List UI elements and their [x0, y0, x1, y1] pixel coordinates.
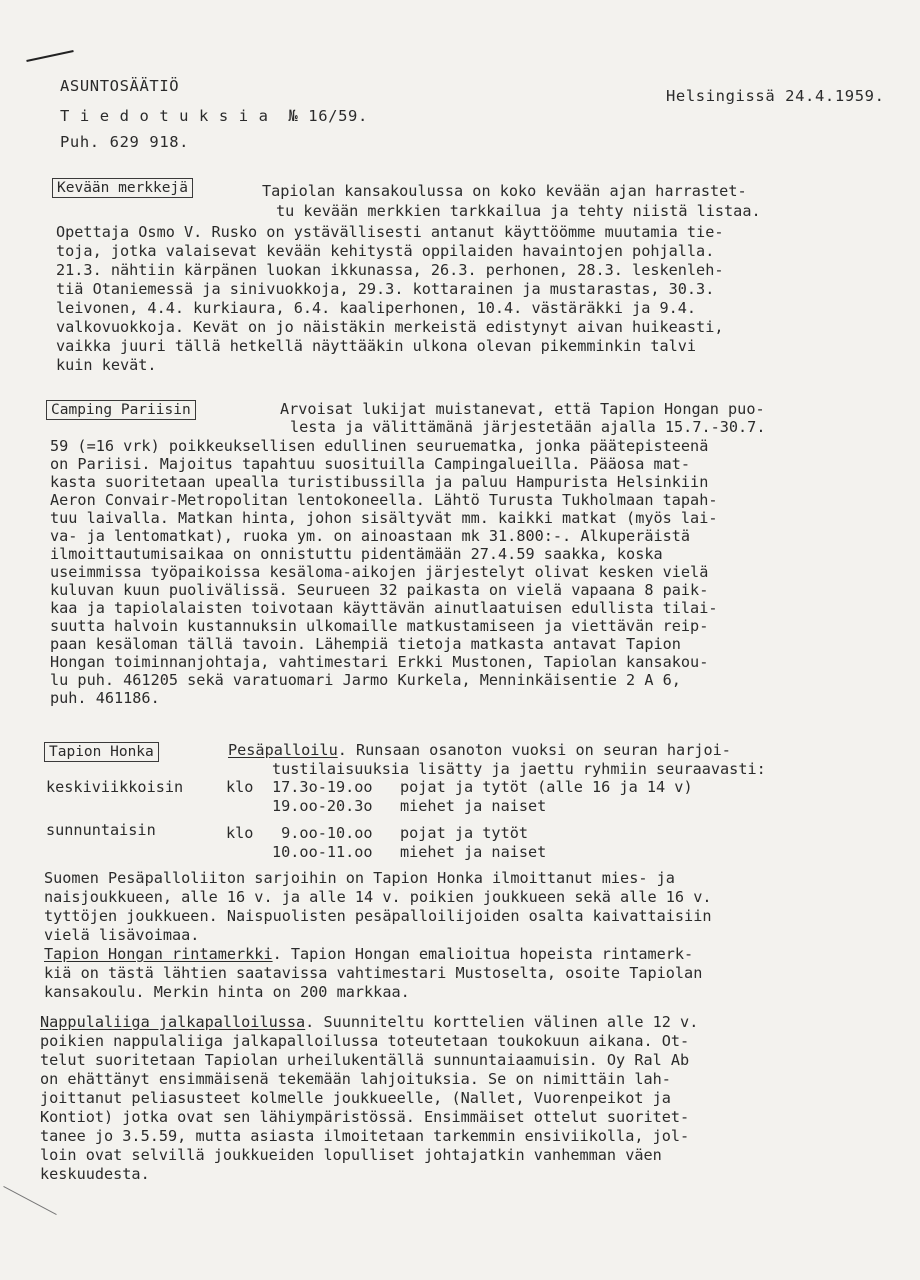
- section-line: lu puh. 461205 sekä varatuomari Jarmo Kurkela, Menninkäisentie 2 A 6,: [50, 671, 681, 689]
- phone-number: Puh. 629 918.: [60, 133, 190, 151]
- section-line: Arvoisat lukijat muistanevat, että Tapion Hongan puo-: [280, 400, 765, 418]
- nappula-line: joittanut peliasusteet kolmelle joukkueelle, (Nallet, Vuorenpeikot ja: [40, 1089, 671, 1107]
- schedule-time: 10.oo-11.oo: [272, 843, 373, 861]
- schedule-time: 19.oo-20.3o: [272, 797, 373, 815]
- badge-line: kiä on tästä lähtien saatavissa vahtimestari Mustoselta, osoite Tapiolan: [44, 964, 703, 982]
- section-line: on Pariisi. Majoitus tapahtuu suosituilla Campingalueilla. Pääosa mat-: [50, 455, 691, 473]
- nappula-line: keskuudesta.: [40, 1165, 150, 1183]
- liiga-line: tyttöjen joukkueen. Naispuolisten pesäpalloilijoiden osalta kaivattaisiin: [44, 907, 712, 925]
- org-name: ASUNTOSÄÄTIÖ: [60, 77, 180, 95]
- liiga-line: vielä lisävoimaa.: [44, 926, 200, 944]
- place-date: Helsingissä 24.4.1959.: [666, 87, 885, 105]
- nappula-heading: Nappulaliiga jalkapalloilussa: [40, 1013, 306, 1031]
- schedule-day: keskiviikkoisin: [46, 778, 184, 796]
- schedule-time: 9.oo-10.oo: [272, 824, 373, 842]
- schedule-klo: klo: [226, 778, 254, 796]
- section-line: tu kevään merkkien tarkkailua ja tehty niistä listaa.: [276, 202, 761, 220]
- section-line: Tapiolan kansakoulussa on koko kevään ajan harrastet-: [262, 182, 747, 200]
- schedule-group: pojat ja tytöt (alle 16 ja 14 v): [400, 778, 693, 796]
- section-line: suutta halvoin kustannuksin ulkomaille matkustamiseen ja viettävän reip-: [50, 617, 709, 635]
- badge-intro: [44, 946, 693, 962]
- section-line: Aeron Convair-Metropolitan lentokoneella. Lähtö Turusta Tukholmaan tapah-: [50, 491, 718, 509]
- pesapallo-intro-line2: tustilaisuuksia lisätty ja jaettu ryhmiin seuraavasti:: [272, 760, 766, 778]
- badge-intro-rest: . Tapion Hongan emalioitua hopeista rintamerk-: [272, 945, 694, 963]
- section-line: leivonen, 4.4. kurkiaura, 6.4. kaaliperhonen, 10.4. västäräkki ja 9.4.: [56, 299, 697, 317]
- section-line: Opettaja Osmo V. Rusko on ystävällisesti antanut käyttöömme muutamia tie-: [56, 223, 724, 241]
- section-line: toja, jotka valaisevat kevään kehitystä oppilaiden havaintojen pohjalla.: [56, 242, 715, 260]
- section-line: kasta suoritetaan upealla turistibussilla ja paluu Hampurista Helsinkiin: [50, 473, 709, 491]
- nappula-intro-rest: . Suunniteltu korttelien välinen alle 12 v.: [305, 1013, 699, 1031]
- section-line: useimmissa työpaikoissa kesäloma-aikojen järjestelyt olivat kesken vielä: [50, 563, 709, 581]
- nappula-line: telut suoritetaan Tapiolan urheilukentällä sunnuntaiaamuisin. Oy Ral Ab: [40, 1051, 690, 1069]
- section-line: tuu laivalla. Matkan hinta, johon sisältyvät mm. kaikki matkat (myös lai-: [50, 509, 718, 527]
- section-line: tiä Otaniemessä ja sinivuokkoja, 29.3. kottarainen ja mustarastas, 30.3.: [56, 280, 715, 298]
- section-line: kuluvan kuun puolivälissä. Seurueen 32 paikasta on vielä vapaana 8 paik-: [50, 581, 709, 599]
- schedule-klo: klo: [226, 824, 254, 842]
- schedule-time: 17.3o-19.oo: [272, 778, 373, 796]
- section-line: valkovuokkoja. Kevät on jo näistäkin merkeistä edistynyt aivan huikeasti,: [56, 318, 724, 336]
- nappula-intro: [40, 1014, 698, 1030]
- paper-mark: [3, 1186, 56, 1215]
- nappula-line: poikien nappulaliiga jalkapalloilussa toteutetaan toukokuun aikana. Ot-: [40, 1032, 690, 1050]
- nappula-line: tanee jo 3.5.59, mutta asiasta ilmoitetaan tarkemmin ensiviikolla, jol-: [40, 1127, 690, 1145]
- nappula-line: Kontiot) jotka ovat sen lähiympäristössä. Ensimmäiset ottelut suoritet-: [40, 1108, 690, 1126]
- section-label-honka: Tapion Honka: [44, 742, 159, 762]
- schedule-group: pojat ja tytöt: [400, 824, 529, 842]
- section-line: kuin kevät.: [56, 356, 157, 374]
- liiga-line: Suomen Pesäpalloliiton sarjoihin on Tapion Honka ilmoittanut mies- ja: [44, 869, 675, 887]
- schedule-group: miehet ja naiset: [400, 797, 547, 815]
- section-label-spring: Kevään merkkejä: [52, 178, 193, 198]
- section-label-camping: Camping Pariisin: [46, 400, 196, 420]
- nappula-line: on ehättänyt ensimmäisenä tekemään lahjoituksia. Se on nimittäin lah-: [40, 1070, 671, 1088]
- section-line: paan kesäloman tällä tavoin. Lähempiä tietoja matkasta antavat Tapion: [50, 635, 681, 653]
- schedule-day: sunnuntaisin: [46, 821, 156, 839]
- bulletin-title: T i e d o t u k s i a № 16/59.: [60, 107, 368, 125]
- schedule-group: miehet ja naiset: [400, 843, 547, 861]
- pesapallo-heading: Pesäpalloilu: [228, 741, 338, 759]
- section-line: lesta ja välittämänä järjestetään ajalla 15.7.-30.7.: [290, 418, 766, 436]
- section-line: Hongan toiminnanjohtaja, vahtimestari Erkki Mustonen, Tapiolan kansakou-: [50, 653, 709, 671]
- section-line: puh. 461186.: [50, 689, 160, 707]
- pen-mark: [26, 50, 73, 62]
- nappula-line: loin ovat selvillä joukkueiden lopulliset johtajatkin vanhemman väen: [40, 1146, 662, 1164]
- section-line: 59 (=16 vrk) poikkeuksellisen edullinen seuruematka, jonka päätepisteenä: [50, 437, 709, 455]
- pesapallo-intro-rest: . Runsaan osanoton vuoksi on seuran harjoi-: [337, 741, 731, 759]
- section-line: vaikka juuri tällä hetkellä näyttääkin ulkona olevan pikemminkin talvi: [56, 337, 697, 355]
- section-line: 21.3. nähtiin kärpänen luokan ikkunassa, 26.3. perhonen, 28.3. leskenleh-: [56, 261, 724, 279]
- liiga-line: naisjoukkueen, alle 16 v. ja alle 14 v. poikien joukkueen sekä alle 16 v.: [44, 888, 712, 906]
- section-line: va- ja lentomatkat), ruoka ym. on ainoastaan mk 31.800:-. Alkuperäistä: [50, 527, 691, 545]
- pesapallo-intro: [228, 742, 731, 758]
- section-line: kaa ja tapiolalaisten toivotaan käyttävän ainutlaatuisen edullista tilai-: [50, 599, 718, 617]
- badge-heading: Tapion Hongan rintamerkki: [44, 945, 273, 963]
- section-line: ilmoittautumisaikaa on onnistuttu pidentämään 27.4.59 saakka, koska: [50, 545, 663, 563]
- badge-line: kansakoulu. Merkin hinta on 200 markkaa.: [44, 983, 410, 1001]
